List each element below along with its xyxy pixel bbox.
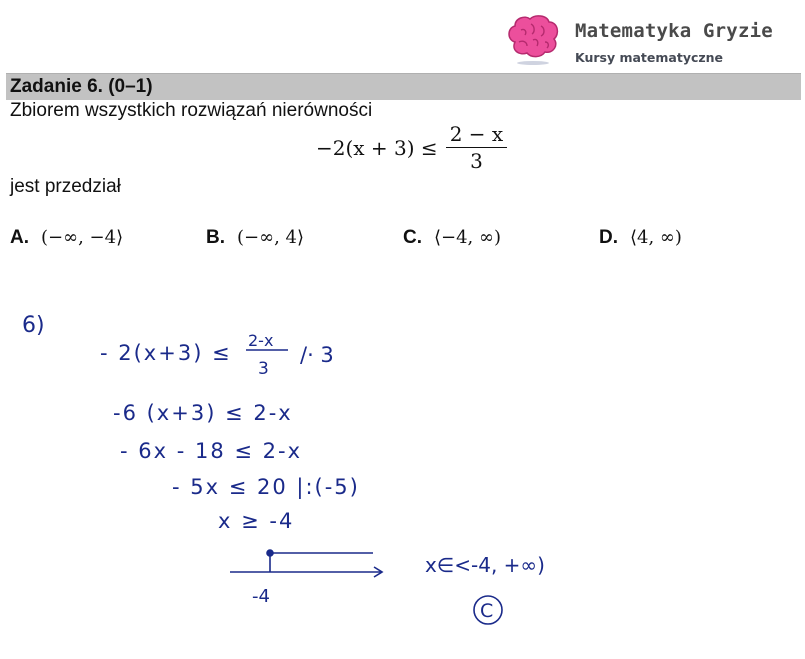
solution-step-1: [100, 331, 334, 379]
answer-value: ⟨4, ∞): [630, 227, 682, 248]
task-prompt-end: jest przedział: [10, 176, 121, 197]
handwritten-solution: [0, 290, 805, 659]
fraction: [446, 122, 507, 173]
brand-name: Matematyka Gryzie: [575, 20, 773, 42]
solution-step-2: -6 (x+3) ≤ 2-x: [113, 401, 293, 425]
svg-text:3: 3: [258, 359, 269, 379]
solution-step-5: x ≥ -4: [218, 509, 295, 533]
fraction-numerator: 2 − x: [446, 122, 507, 148]
brain-icon: [505, 12, 561, 66]
answer-option-c[interactable]: [403, 227, 501, 249]
task-header: [6, 73, 801, 100]
chosen-answer-circle: [474, 596, 502, 624]
solution-result: x∈<-4, +∞): [425, 553, 545, 577]
answer-option-d[interactable]: [599, 227, 682, 249]
answer-letter: A.: [10, 227, 29, 248]
svg-text:/· 3: /· 3: [300, 343, 334, 367]
answer-value: (−∞, 4⟩: [237, 227, 305, 248]
brand-logo: [505, 10, 805, 68]
svg-text:- 2(x+3) ≤: - 2(x+3) ≤: [100, 341, 232, 365]
inequality-formula: [316, 122, 507, 173]
answer-letter: C.: [403, 227, 422, 248]
answer-option-b[interactable]: [206, 227, 304, 249]
solution-step-4: - 5x ≤ 20 |:(-5): [172, 475, 360, 499]
answer-value: ⟨−4, ∞): [434, 227, 502, 248]
solution-label: 6): [22, 313, 45, 338]
fraction-denominator: 3: [470, 149, 483, 173]
task-prompt: Zbiorem wszystkich rozwiązań nierówności: [10, 100, 373, 121]
solution-step-3: - 6x - 18 ≤ 2-x: [120, 439, 303, 463]
answer-options: [0, 227, 805, 253]
chosen-answer: C: [480, 600, 494, 622]
answer-value: (−∞, −4⟩: [41, 227, 124, 248]
task-title: Zadanie 6. (0–1): [10, 76, 153, 97]
answer-letter: D.: [599, 227, 618, 248]
inequality-lhs: −2(x + 3) ≤: [316, 135, 438, 160]
number-line: [230, 550, 382, 577]
brand-tagline: Kursy matematyczne: [575, 50, 724, 65]
number-line-label: -4: [252, 586, 270, 607]
svg-text:2-x: 2-x: [248, 331, 274, 350]
answer-letter: B.: [206, 227, 225, 248]
answer-option-a[interactable]: [10, 227, 123, 249]
